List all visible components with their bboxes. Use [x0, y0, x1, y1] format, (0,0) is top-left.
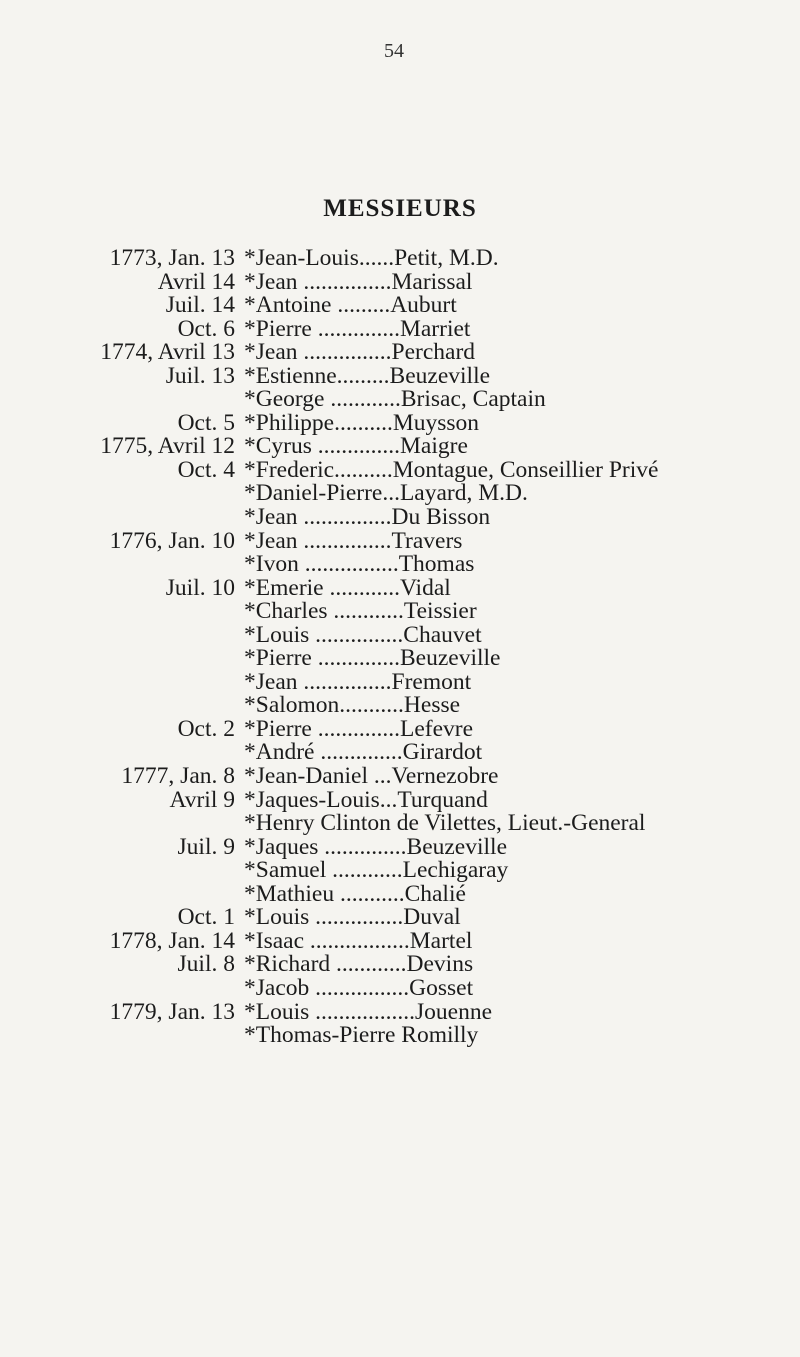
entry-row	[0, 647, 800, 671]
entry-date: 1775, Avril 12	[100, 433, 235, 460]
entry-name: *Daniel-Pierre...Layard, M.D.	[244, 480, 528, 507]
entry-date: Juil. 8	[177, 951, 235, 978]
entry-row	[0, 998, 800, 1025]
entry-row	[0, 974, 800, 1001]
entry-row	[0, 482, 800, 506]
entry-date: 1773, Jan. 13	[109, 245, 235, 271]
entry-date: Oct. 6	[177, 315, 235, 342]
entry-name: *Emerie ............Vidal	[244, 574, 451, 601]
page-number: 54	[384, 40, 404, 62]
entry-name: *Philippe..........Muysson	[244, 409, 480, 436]
entry-date: Avril 9	[169, 786, 235, 813]
entry-date: Oct. 5	[177, 409, 235, 436]
entry-name: *Cyrus ..............Maigre	[244, 433, 468, 460]
entry-date: Juil. 13	[165, 362, 235, 389]
entry-name: *George ............Brisac, Captain	[244, 386, 546, 413]
entry-date: 1779, Jan. 13	[109, 998, 235, 1025]
entry-row	[0, 833, 800, 860]
entry-row	[0, 621, 800, 648]
entry-name: *Jean ...............Travers	[244, 527, 463, 554]
entry-row	[0, 715, 800, 742]
entry-date: Oct. 4	[177, 456, 235, 483]
entry-row	[0, 294, 800, 318]
entry-date: 1774, Avril 13	[100, 339, 235, 366]
entry-row	[0, 953, 800, 977]
entry-name: *Jean ...............Perchard	[244, 339, 476, 366]
entry-name: *Estienne.........Beuzeville	[244, 362, 491, 389]
entry-name: *Jean-Louis......Petit, M.D.	[244, 245, 499, 271]
entry-name: *Salomon...........Hesse	[244, 692, 461, 719]
entry-name: *Jacob ................Gosset	[244, 974, 474, 1001]
entry-row	[0, 1024, 800, 1048]
entry-row	[0, 574, 800, 601]
entry-row	[0, 600, 800, 624]
entry-date: Juil. 10	[165, 574, 235, 601]
entry-row	[0, 741, 800, 765]
entry-date: Oct. 2	[177, 715, 235, 742]
entry-name: *Isaac .................Martel	[244, 927, 473, 954]
page-heading: MESSIEURS	[323, 195, 477, 222]
entry-row	[0, 456, 800, 483]
entry-row	[0, 409, 800, 436]
entry-row	[0, 506, 800, 530]
entry-row	[0, 553, 800, 577]
entry-row	[0, 906, 800, 930]
entry-list	[0, 247, 800, 1048]
entry-date: 1776, Jan. 10	[109, 527, 235, 554]
entry-date: Oct. 1	[177, 904, 235, 931]
entry-date: Juil. 9	[177, 833, 235, 860]
entry-row	[0, 362, 800, 389]
entry-date: 1778, Jan. 14	[109, 927, 235, 954]
entry-name: *Pierre ..............Beuzeville	[244, 645, 501, 672]
entry-name: *Richard ............Devins	[244, 951, 474, 978]
entry-name: *Jaques-Louis...Turquand	[244, 786, 488, 813]
entry-name: *Jean ...............Fremont	[244, 668, 472, 695]
entry-row	[0, 315, 800, 342]
entry-name: *Louis .................Jouenne	[244, 998, 493, 1025]
entry-row	[0, 786, 800, 813]
entry-row	[0, 927, 800, 954]
entry-row	[0, 527, 800, 554]
entry-date: Juil. 14	[165, 292, 235, 319]
entry-name: *André ..............Girardot	[244, 739, 483, 766]
entry-name: *Jean-Daniel ...Vernezobre	[244, 763, 499, 790]
entry-name: *Charles ............Teissier	[244, 598, 477, 625]
entry-name: *Frederic..........Montague, Conseillier Privé	[244, 456, 659, 483]
entry-row	[0, 341, 800, 365]
entry-row	[0, 247, 800, 271]
entry-row	[0, 859, 800, 883]
entry-row	[0, 435, 800, 459]
entry-name: *Samuel ............Lechigaray	[244, 857, 509, 884]
entry-row	[0, 880, 800, 907]
entry-name: *Henry Clinton de Vilettes, Lieut.-General	[244, 810, 646, 837]
entry-name: *Mathieu ...........Chalié	[244, 880, 466, 907]
entry-name: *Louis ...............Duval	[244, 904, 461, 931]
entry-name: *Jean ...............Marissal	[244, 268, 473, 295]
entry-name: *Pierre ..............Marriet	[244, 315, 471, 342]
entry-row	[0, 812, 800, 836]
entry-row	[0, 694, 800, 718]
entry-row	[0, 765, 800, 789]
entry-name: *Pierre ..............Lefevre	[244, 715, 474, 742]
entry-name: *Antoine .........Auburt	[244, 292, 457, 319]
entry-date: 1777, Jan. 8	[121, 763, 235, 790]
entry-name: *Jaques ..............Beuzeville	[244, 833, 508, 860]
entry-name: *Ivon ................Thomas	[244, 551, 475, 578]
entry-date: Avril 14	[157, 268, 235, 295]
entry-row	[0, 268, 800, 295]
entry-name: *Jean ...............Du Bisson	[244, 504, 491, 531]
entry-row	[0, 668, 800, 695]
entry-name: *Thomas-Pierre Romilly	[244, 1022, 479, 1049]
entry-row	[0, 388, 800, 412]
entry-name: *Louis ...............Chauvet	[244, 621, 482, 648]
